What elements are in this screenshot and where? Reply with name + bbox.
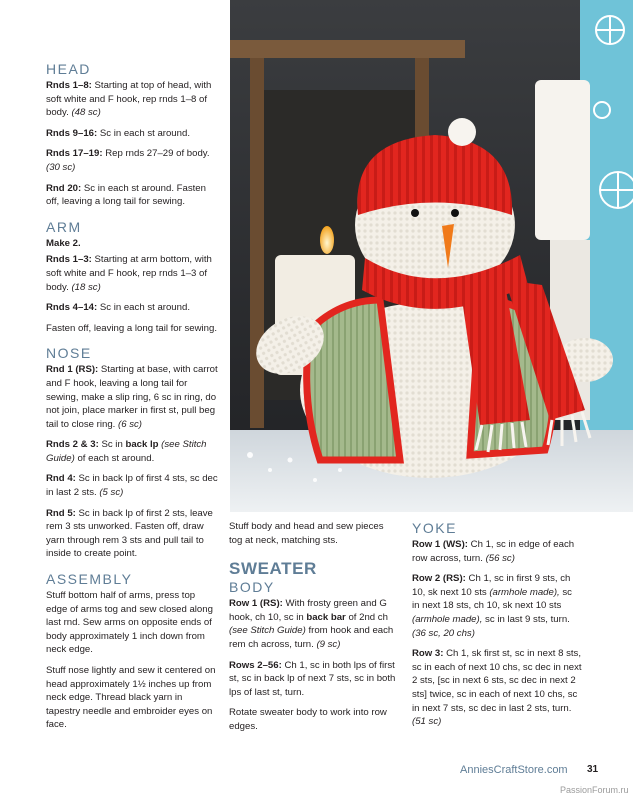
sweater-rotate: Rotate sweater body to work into row edges. — [229, 707, 387, 732]
arm-rnds-1-3: Rnds 1–3: Starting at arm bottom, with soft white and F hook, rep rnds 1–3 of body. (18 sc) — [46, 254, 212, 293]
arm-heading: ARM — [46, 218, 82, 235]
assembly-p1: Stuff bottom half of arms, press top edge of arms tog and sew closed along last rnd. Sew arms on opposite ends of body approximately 1 inch down from neck edge. — [46, 590, 213, 656]
yoke-row-3: Row 3: Ch 1, sk first st, sc in next 8 sts, sc in each of next 10 chs, sc dec in next 2 sts, [sc in next 6 sts, sc dec in next 2 sts] twice, sc in each of next 10 chs, sc in next 7 sts, sc dec in last 2 sts, turn. (51 sc) — [412, 648, 582, 728]
head-rnds-1-8: Rnds 1–8: Starting at top of head, with soft white and F hook, rep rnds 1–8 of body. (48 sc) — [46, 80, 212, 119]
head-rnds-17-19: Rnds 17–19: Rep rnds 27–29 of body. (30 sc) — [46, 148, 210, 173]
sweater-left — [307, 300, 400, 460]
sweater-rows-2-56: Rows 2–56: Ch 1, sc in both lps of first st, sc in back lp of next 7 sts, sc in both lps of last st, turn. — [229, 659, 396, 698]
head-rnd-20: Rnd 20: Sc in each st around. Fasten off, leaving a long tail for sewing. — [46, 182, 206, 208]
nose-heading: NOSE — [46, 345, 92, 362]
watermark: PassionForum.ru — [560, 785, 629, 795]
yoke-row-2: Row 2 (RS): Ch 1, sc in first 9 sts, ch 10, sk next 10 sts (armhole made), sc in next 18 sts, ch 10, sk next 10 sts (armhole made), sc in last 9 sts, turn. (36 sc, 20 chs) — [412, 573, 572, 639]
yoke-row-1: Row 1 (WS): Ch 1, sc in edge of each row across, turn. (56 sc) — [412, 539, 575, 564]
head-heading: HEAD — [46, 61, 91, 77]
candle-flame — [320, 226, 334, 254]
eye-right — [451, 209, 459, 217]
lantern-post-left — [250, 58, 264, 428]
arm-make: Make 2. — [46, 237, 81, 249]
left-column — [46, 61, 218, 739]
eye-left — [411, 209, 419, 217]
nose-rnd-5: Rnd 5: Sc in back lp of first 2 sts, leave rem 3 sts unworked. Fasten off, draw yarn through rem 3 sts and pull tail to inside to create point. — [46, 507, 213, 560]
assembly-p3: Stuff body and head and sew pieces tog at neck, matching sts. — [229, 521, 384, 546]
snowman-illustration — [230, 0, 633, 512]
assembly-heading: ASSEMBLY — [46, 571, 133, 588]
yoke-heading: YOKE — [412, 520, 457, 536]
candle-right — [535, 80, 590, 240]
snowman-photo — [230, 0, 633, 512]
nose-rnds-2-3: Rnds 2 & 3: Sc in back lp (see Stitch Guide) of each st around. — [46, 439, 207, 464]
hat-pompom — [448, 118, 476, 146]
middle-column — [229, 520, 397, 741]
sweater-row-1: Row 1 (RS): With frosty green and G hook, ch 10, sc in back bar of 2nd ch (see Stitch Guide) from hook and each rem ch across, turn. (9 sc) — [229, 598, 394, 650]
right-column — [412, 520, 582, 736]
footer-site-link[interactable]: AnniesCraftStore.com — [460, 764, 568, 776]
lantern-top — [230, 40, 465, 58]
assembly-p2: Stuff nose lightly and sew it centered on head approximately 1½ inches up from neck edge. Thread black yarn in tapestry needle and embroider eyes on face. — [46, 665, 216, 731]
head-rnds-9-16: Rnds 9–16: Sc in each st around. — [46, 127, 190, 139]
nose-rnd-4: Rnd 4: Sc in back lp of first 4 sts, sc dec in last 2 sts. (5 sc) — [46, 473, 218, 499]
nose-rnd-1: Rnd 1 (RS): Starting at base, with carrot and F hook, leaving a long tail for sewing, make a slip ring, 6 sc in ring, do not join, place marker in first st, pull beg tail to close ring. (6 sc) — [46, 364, 218, 430]
body-heading: BODY — [229, 579, 275, 596]
arm-fasten-off: Fasten off, leaving a long tail for sewing. — [46, 322, 218, 334]
page-number: 31 — [587, 764, 599, 775]
sweater-heading: SWEATER — [229, 559, 317, 579]
arm-rnds-4-14: Rnds 4–14: Sc in each st around. — [46, 302, 190, 314]
